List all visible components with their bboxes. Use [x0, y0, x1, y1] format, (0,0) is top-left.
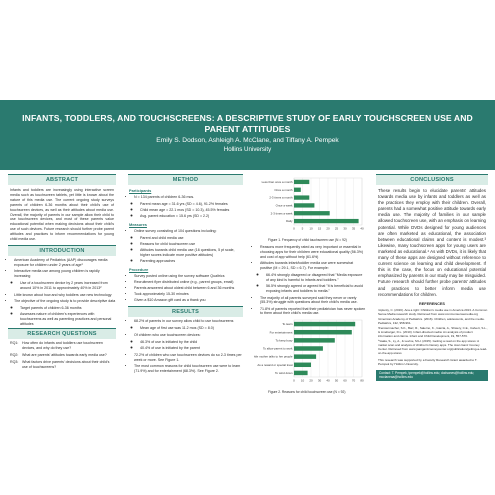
- sub-list-item: ◦ Attitudes towards child media use (16 questions, 5 pt scale, higher scores indicate more positive attitudes): [140, 248, 243, 258]
- research-question-label: RQ2:: [10, 353, 19, 358]
- conclusions-text: These results begin to elucidate parents' attitudes towards media use by infants and toddlers as well as the practices they employ with their children. Overall, parents had a somewhat positive attitude towards early media use. The majority of families in our sample allowed touchscreen use, with an emphasis on learning potential. While DVDs designed for young audiences are often marketed as educational, the association between educational claims and content is modest.³ Likewise, many touchscreen apps for young users are marketed as educational.⁴ As with DVDs, it is likely that many of these apps are designed without reference to current science on learning and child development. If this is the case, the focus on educational potential emphasized by parents in our study may be misguided. Future research should further probe parents' attitudes and practices to better inform media use recommendations for children.: [378, 188, 486, 297]
- reference-item: ²American Academy of Pediatrics. (2016). Children, adolescents, and the media. Pediatrics, 132, 958-961.: [378, 316, 485, 325]
- contact-info: Contact: T. Pempek, tpempek@hollins.edu; dodsones@hollins.edu; mcclaneaa@hollins.edu: [376, 370, 488, 381]
- figure-1-chart: [254, 176, 366, 232]
- conclusions-heading: CONCLUSIONS: [376, 174, 488, 185]
- x-tick-label: 25: [334, 226, 339, 231]
- x-tick-label: 0: [293, 378, 295, 383]
- abstract-heading: ABSTRACT: [8, 174, 116, 185]
- figure-2: [254, 318, 366, 389]
- list-item: [134, 292, 243, 297]
- category-label: 2-3 times a week: [270, 211, 293, 216]
- acknowledgement: This research was supported by a Faculty Research Grant awarded to T. Pempek by Hollins University.: [378, 358, 478, 367]
- list-item: [134, 229, 243, 264]
- x-tick-label: 5: [301, 226, 304, 231]
- x-tick-label: 40: [360, 226, 364, 231]
- list-item: [134, 353, 243, 363]
- column-right: [376, 174, 488, 381]
- results-list-left: [128, 319, 243, 374]
- list-item-text: 72.2% of children who use touchscreen devices do so 2-3 times per week or more. See Figure 1.: [134, 353, 242, 362]
- bar: [294, 195, 309, 199]
- sub-list: [134, 202, 243, 219]
- category-label: To allow parent to work: [262, 346, 293, 351]
- x-tick-label: 10: [309, 226, 313, 231]
- sub-list-item: ◦ 46.3% of use is initiated by the child: [140, 340, 243, 345]
- sub-list-item: ◦ 40.4% of use is initiated by the parent: [140, 346, 243, 351]
- measures-heading: Measures: [129, 222, 147, 227]
- category-label: While mother talks to her people: [254, 355, 293, 360]
- list-item: [134, 274, 243, 279]
- sub-list: [14, 281, 116, 291]
- list-item: [260, 307, 366, 317]
- x-tick-label: 30: [343, 226, 347, 231]
- list-item: [14, 258, 116, 268]
- research-question-text: What are parents' attitudes towards early media use?: [22, 353, 107, 358]
- list-item: [14, 293, 116, 298]
- list-item-text: Attitudes towards infant/toddler media use were somewhat positive (M = 29.1, SD = 6.7). For example:: [260, 260, 354, 270]
- reference-item: ⁴Vaala, S., Ly, A., & Levine, M.H. (2015). Getting a read on the app stores: A market scan and analysis of children's literacy apps. The Joan Ganz Cooney Center. Retrieved from www.joanganzcooneycenter.org/publication/getting-a-read-on-the-app-stores: [378, 339, 488, 356]
- participants-list: [128, 195, 243, 219]
- sub-list: [260, 273, 366, 294]
- method-heading: METHOD: [128, 174, 243, 185]
- list-item-text: Parents answered about oldest child between 6 and 36 months: [134, 286, 235, 291]
- x-tick-label: 10: [300, 378, 305, 383]
- participants-heading: Participants: [129, 188, 152, 193]
- poster-title: INFANTS, TODDLERS, AND TOUCHSCREENS: A DESCRIPTIVE STUDY OF EARLY TOUCHSCREEN USE AND PARENT ATTITUDES: [22, 113, 473, 134]
- sub-list-item: ◦ Use of a touchscreen device by 2 years increased from around 10% in 2011 to approximately 40% in 2013²: [20, 281, 116, 291]
- research-question: [10, 341, 114, 351]
- category-label: Less than once a month: [261, 180, 293, 185]
- column-left: [8, 174, 116, 372]
- list-item-text: Took approximately 15-30 minutes: [134, 292, 189, 297]
- category-label: Daily: [286, 219, 293, 224]
- sub-list-item: ◦ Parent mean age = 31.6 yrs (SD = 4.6), 91.2% females: [140, 202, 243, 207]
- x-tick-label: 15: [317, 226, 322, 231]
- x-tick-label: 20: [309, 378, 313, 383]
- list-item-text: Little known about how and why toddlers use new technology: [14, 292, 112, 297]
- bar: [294, 211, 330, 215]
- list-item: [14, 299, 116, 327]
- figure-1: [254, 176, 366, 237]
- list-item: [134, 298, 243, 303]
- research-question-label: RQ1:: [10, 341, 19, 346]
- category-label: As a reward or special treat: [257, 363, 293, 368]
- sub-list-item: ◦ Mean age of first use was 11.2 mos (SD = 8.0): [140, 326, 243, 331]
- x-tick-label: 50: [334, 378, 339, 383]
- x-tick-label: 30: [317, 378, 322, 383]
- x-tick-label: 20: [326, 226, 330, 231]
- introduction-heading: INTRODUCTION: [8, 245, 116, 256]
- x-tick-label: 0: [293, 226, 295, 231]
- research-questions-heading: RESEARCH QUESTIONS: [8, 328, 116, 339]
- list-item: [134, 319, 243, 331]
- reference-item: ³Fenstermacher, S.K., Barr, R., Salerno, K., Garcia, A., Shwery, C.E., Calvert, S.L., & Linebarger, D.L. (2010). Infant-directed media: An analysis of product information and claims. Infant and Child Development, 19, 557-576.: [378, 326, 488, 339]
- category-label: To keep busy: [275, 338, 293, 343]
- x-tick-label: 80: [360, 378, 364, 383]
- poster-affiliation: Hollins University: [223, 146, 272, 153]
- sub-list-item: ◦ Target parents of children 6-36 months: [20, 306, 116, 311]
- list-item-text: American Academy of Pediatrics (AAP) discourages media exposure for children under 2 years of age¹: [14, 257, 108, 267]
- category-label: For entertainment: [269, 330, 293, 335]
- references-list: [376, 308, 488, 356]
- category-label: To learn: [282, 322, 293, 327]
- list-item: [260, 296, 366, 306]
- list-item: [134, 280, 243, 285]
- x-tick-label: 35: [351, 226, 356, 231]
- reference-item: ¹Aplenty, C. (2016). Ana a right: Children's media use in America 2013. A Common Sense Media research study. Retrieved from www.commonsensemedia.org: [378, 307, 488, 316]
- poster-header: [0, 100, 495, 170]
- list-item-text: The majority of all parents surveyed said they never or rarely (55.3%) struggle with questions about their child's media use.: [260, 295, 358, 305]
- x-tick-label: 60: [343, 378, 347, 383]
- procedure-heading: Procedure: [129, 267, 149, 272]
- list-item-text: Online survey consisting of 104 questions including:: [134, 229, 217, 233]
- list-item: [134, 286, 243, 291]
- column-center-right: [254, 174, 366, 397]
- category-label: 2-3 times a month: [269, 195, 293, 200]
- list-item: [134, 195, 243, 219]
- bar: [294, 338, 335, 342]
- list-item-text: The objective of the ongoing study is to provide descriptive data: [14, 298, 116, 303]
- list-item-text: Interactive media use among young children is rapidly increasing: [14, 268, 100, 278]
- bar: [294, 371, 308, 375]
- category-label: To wind down: [274, 371, 293, 376]
- list-item-text: 71.8% of parents reported that their pediatrician has never spoken to them about their child's media use.: [260, 306, 366, 316]
- list-item-text: The most common reasons for child touchscreen use were to learn (71.9%) and for entertainment (68.3%). See Figure 2.: [134, 364, 241, 373]
- bar: [294, 322, 355, 326]
- research-questions-list: [8, 341, 116, 370]
- list-item-text: Survey posted online using the survey software Qualtrics: [134, 274, 225, 278]
- procedure-list: [128, 274, 243, 303]
- x-tick-label: 40: [326, 378, 330, 383]
- research-question: [10, 360, 114, 370]
- results-list-right: [254, 245, 366, 316]
- list-item-text: 68.2% of parents in our survey allow child to use touchscreens: [134, 319, 234, 324]
- bar: [294, 203, 314, 207]
- bar: [294, 219, 359, 223]
- introduction-list: [8, 258, 116, 326]
- list-item-text: Given a $10 Amazon gift card as a thank you: [134, 298, 206, 303]
- bar: [294, 188, 301, 192]
- sub-list-item: ◦ Reasons for child touchscreen use: [140, 242, 243, 247]
- research-question-text: How often do infants and toddlers use touchscreen devices, and why do they use?: [22, 341, 103, 351]
- references-heading: REFERENCES: [419, 301, 445, 306]
- column-center-left: [128, 174, 243, 376]
- figure-2-chart: [254, 318, 366, 384]
- bar: [294, 330, 352, 334]
- bar: [294, 355, 316, 359]
- sub-list: [134, 340, 243, 351]
- abstract-text: Infants and toddlers are increasingly using interactive screen media such as touchscreen tablets, yet little is known about the nature of this media use. The current ongoing study surveys parents of children 6-36 months about their child's use of touchscreen devices, as well as their attitudes about media use. Overall, the majority of parents in our sample allow their child to use touchscreen devices, and most of these parents value educational potential when making decisions about their child's use of such devices. Future research should further probe parent attitudes and practices to inform recommendations for young child media use.: [10, 188, 114, 242]
- list-item: [260, 245, 366, 260]
- measures-list: [128, 229, 243, 264]
- sub-list-item: ◦ Assesses nature of children's experiences with touchscreens as well as parenting practices and personal attitudes: [20, 312, 116, 327]
- list-item-text: N = 134 parents of children 6-36 mos.: [134, 195, 195, 199]
- list-item: [134, 364, 243, 374]
- sub-list: [14, 306, 116, 327]
- list-item-text: Recruitment flyer distributed online (e.g., parent groups, email): [134, 280, 234, 285]
- bar: [294, 180, 309, 184]
- figure-1-caption: Figure 1. Frequency of child touchscreen use (N = 92): [268, 238, 347, 242]
- sub-list-item: ◦ Parenting approaches: [140, 259, 243, 264]
- sub-list: [134, 326, 243, 331]
- list-item: [260, 261, 366, 294]
- research-question: [10, 353, 114, 358]
- results-heading: RESULTS: [128, 306, 243, 317]
- list-item: [14, 269, 116, 291]
- research-question-text: What factors drive parents' decisions about their child's use of touchscreens?: [22, 360, 110, 370]
- sub-list-item: ◦ 56.5% strongly agreed or agreed that "It is beneficial to avoid exposing infants and toddlers to media.": [266, 284, 366, 294]
- bar: [294, 363, 311, 367]
- figure-2-caption: Figure 2. Reasons for child touchscreen use (N = 92): [268, 390, 346, 395]
- list-item: [134, 333, 243, 351]
- sub-list: [134, 236, 243, 264]
- research-question-label: RQ3:: [10, 360, 19, 365]
- sub-list-item: ◦ 66.4% strongly disagreed or disagreed that "Media exposure of any kind is harmful to infants and toddlers.": [266, 273, 366, 283]
- poster-authors: Emily S. Dodson, Ashleigh A. McClane, and Tiffany A. Pempek: [156, 137, 339, 144]
- x-tick-label: 70: [351, 378, 356, 383]
- list-item-text: Of children who use touchscreen devices:: [134, 333, 201, 338]
- sub-list-item: ◦ Child mean age = 22.1 mos (SD = 10.3), 45.5% females: [140, 208, 243, 213]
- category-label: Once a month: [274, 187, 293, 192]
- bar: [294, 347, 323, 351]
- sub-list-item: ◦ Avg. parent education = 15.6 yrs (SD = 2.2): [140, 214, 243, 219]
- category-label: Once a week: [275, 203, 293, 208]
- sub-list-item: ◦ Parent and child media use: [140, 236, 243, 241]
- list-item-text: Reasons more frequently rated as very important or essential in choosing apps for their children were educational quality (56.3%) and cost of app without help (61.6%): [260, 245, 364, 259]
